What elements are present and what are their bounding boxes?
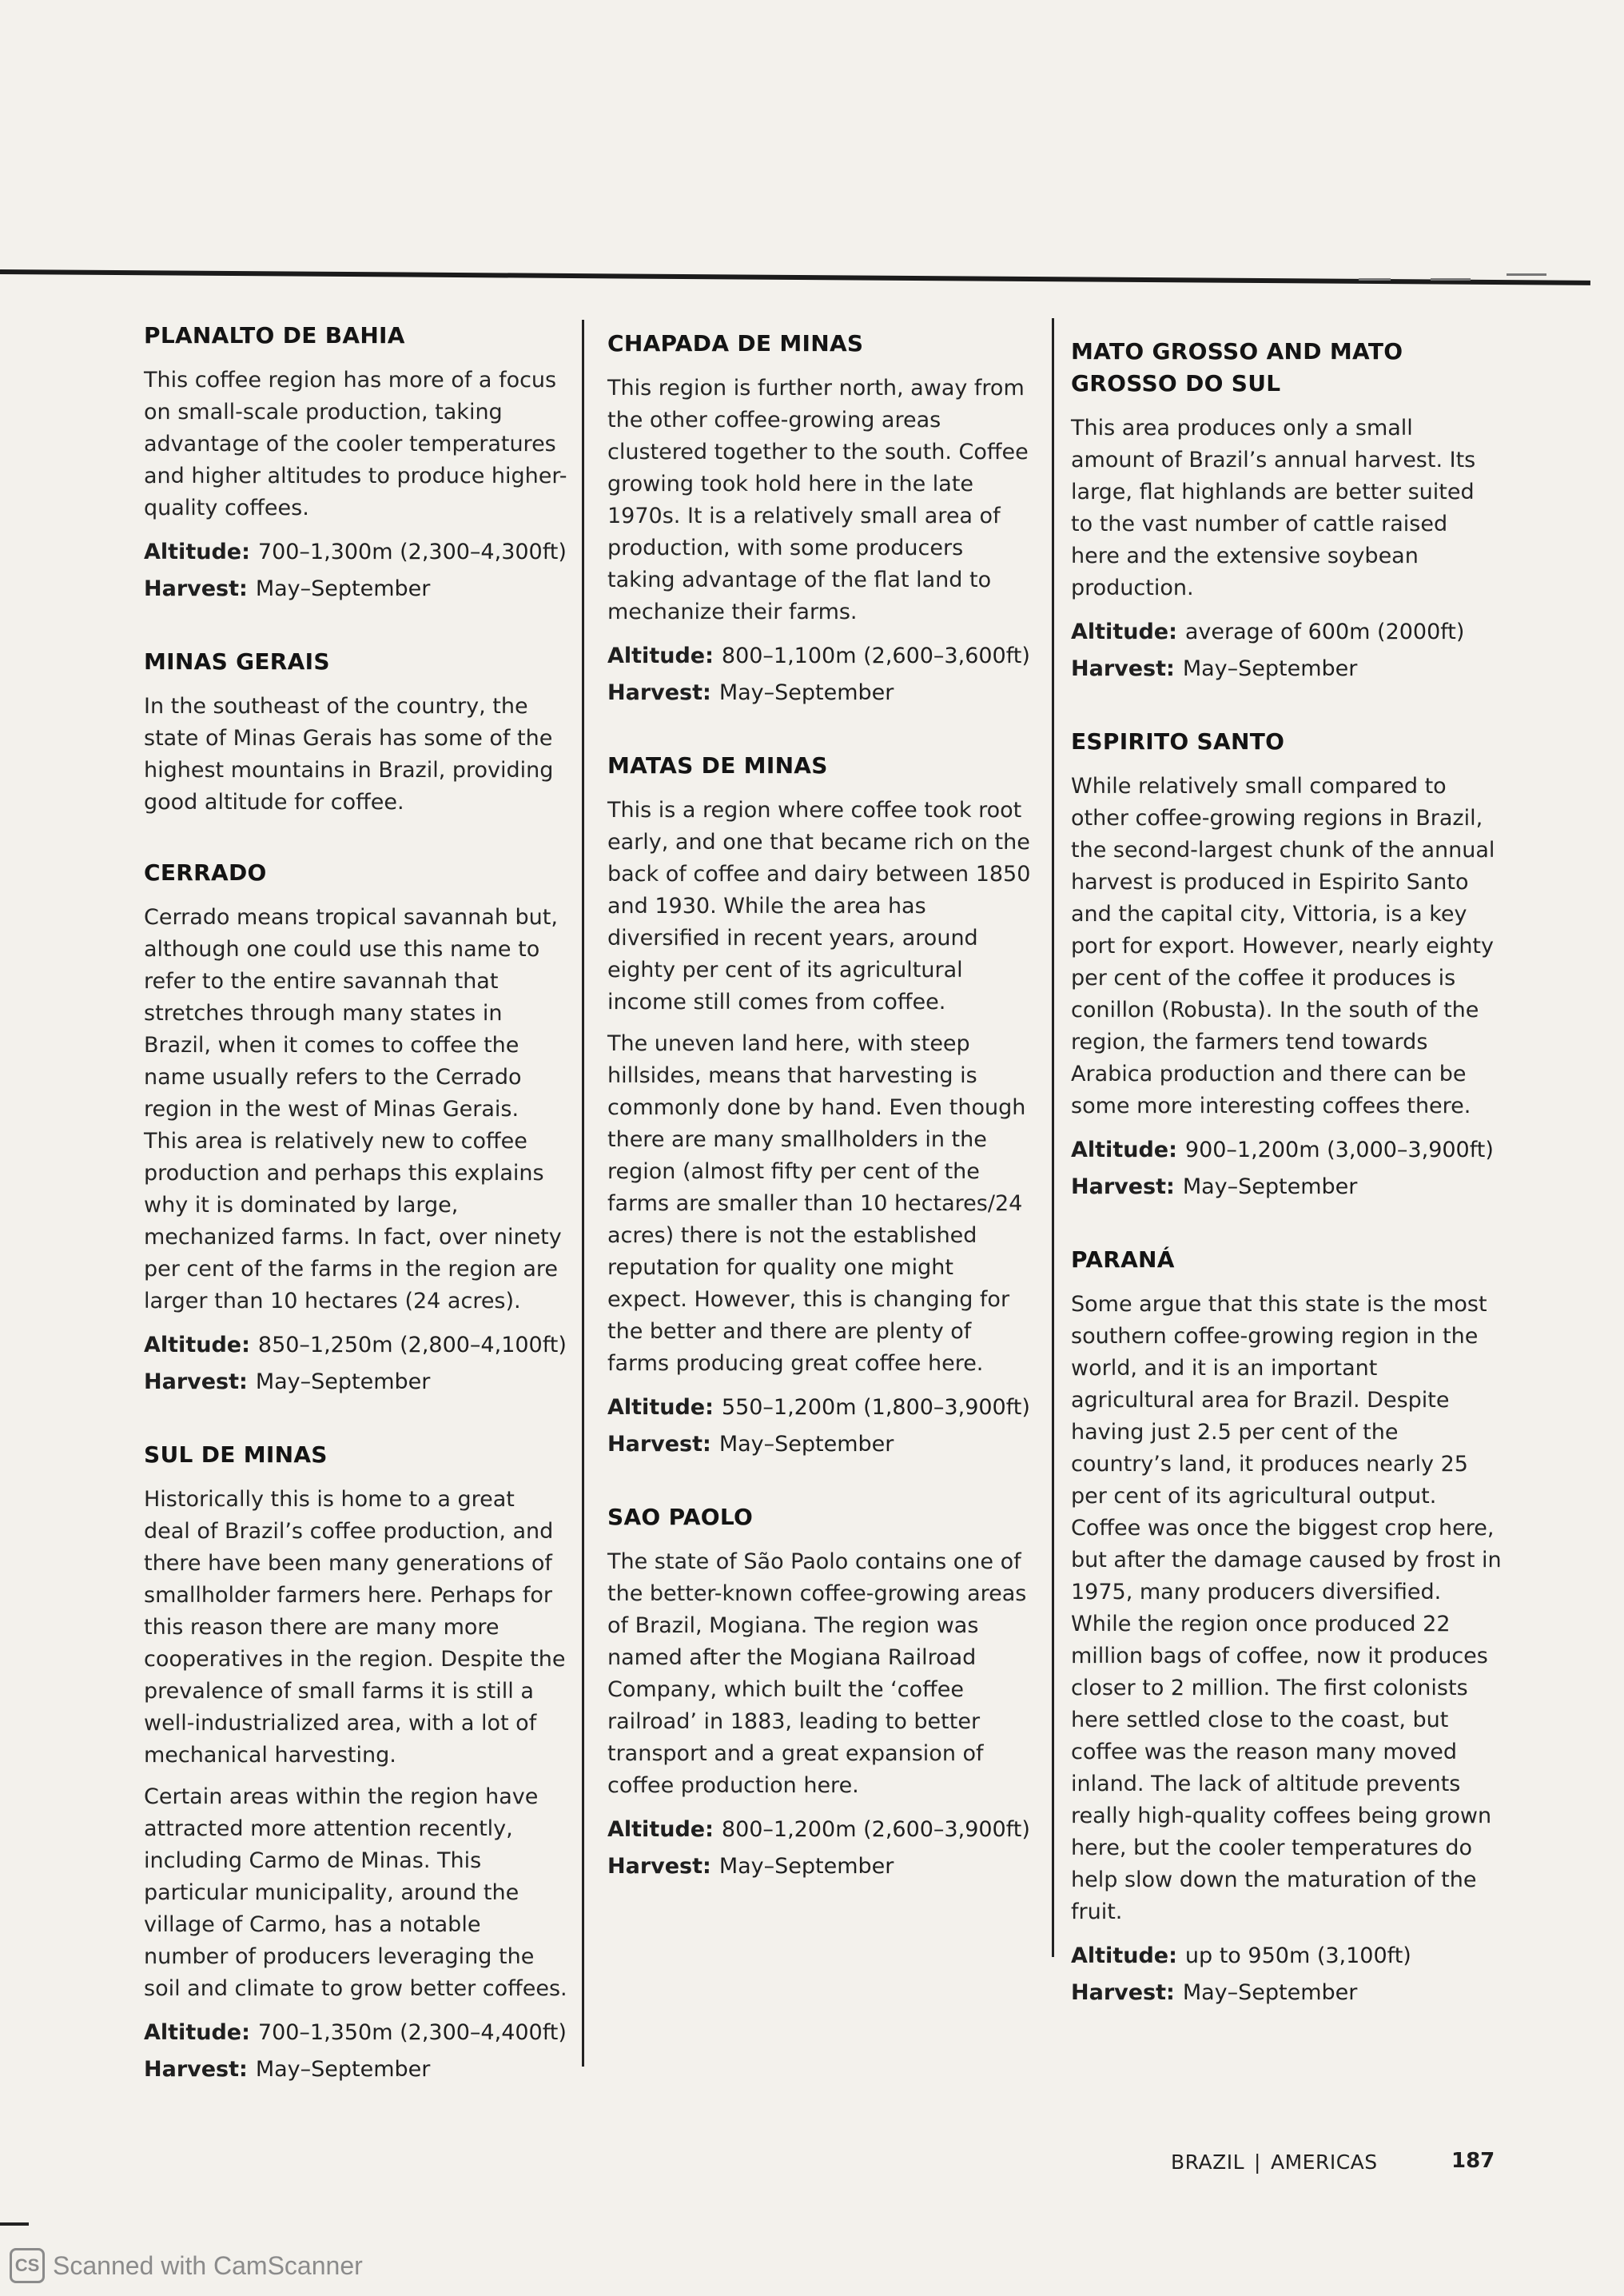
region-section bbox=[607, 1501, 1031, 1885]
region-section bbox=[607, 750, 1031, 1463]
section-heading: MATO GROSSO AND MATO GROSSO DO SUL bbox=[1071, 338, 1403, 397]
camscanner-logo-icon: CS bbox=[10, 2248, 45, 2283]
altitude-label: Altitude: bbox=[607, 1817, 714, 1842]
harvest-label: Harvest: bbox=[607, 1854, 711, 1879]
altitude-label: Altitude: bbox=[144, 540, 250, 564]
altitude-value: 800–1,100m (2,600–3,600ft) bbox=[721, 644, 1030, 668]
harvest-label: Harvest: bbox=[1071, 1980, 1175, 2005]
altitude-label: Altitude: bbox=[144, 2020, 250, 2045]
section-paragraph: In the southeast of the country, the state of Minas Gerais has some of the highest mountains in Brazil, providing good altitude for coffee. bbox=[144, 694, 554, 815]
section-paragraph: The state of São Paolo contains one of the better-known coffee-growing areas of Brazil, Mogiana. The region was named after the Mogiana Railroad Company, which built the ‘coffee railroad’ in 1883, leading to better transport and a great expansion of coffee production here. bbox=[607, 1549, 1027, 1798]
section-paragraph: This coffee region has more of a focus on small-scale production, taking advantage of the cooler temperatures and higher altitudes to produce higher-quality coffees. bbox=[144, 368, 567, 520]
harvest-label: Harvest: bbox=[1071, 656, 1175, 681]
harvest-label: Harvest: bbox=[144, 1369, 248, 1394]
altitude-value: 700–1,350m (2,300–4,400ft) bbox=[257, 2020, 567, 2045]
section-paragraph: Certain areas within the region have attracted more attention recently, including Carmo de Minas. This particular municipality, around the village of Carmo, has a notable number of producers leveraging the soil and climate to grow better coffees. bbox=[144, 1784, 567, 2001]
harvest-row bbox=[1071, 1169, 1503, 1206]
region-section bbox=[1071, 336, 1503, 688]
region-section bbox=[144, 1439, 567, 2088]
section-paragraph: Some argue that this state is the most southern coffee-growing region in the world, and it is an important agricultural area for Brazil. Despite having just 2.5 per cent of the country’s land, it produces nearly 25 per cent of its agricultural output. Coffee was once the biggest crop here, but after the damage caused by frost in 1975, many producers diversified. While the region once produced 22 million bags of coffee, now it produces closer to 2 million. The first colonists here settled close to the coast, but coffee was the reason many moved inland. The lack of altitude prevents really high-quality coffees being grown here, but the cooler temperatures do help slow down the maturation of the fruit. bbox=[1071, 1292, 1502, 1924]
section-heading: PARANÁ bbox=[1071, 1246, 1175, 1273]
column-3 bbox=[1071, 336, 1503, 2011]
harvest-row bbox=[144, 2051, 567, 2088]
section-heading: PLANALTO DE BAHIA bbox=[144, 322, 405, 349]
altitude-label: Altitude: bbox=[1071, 1943, 1177, 1968]
altitude-row bbox=[1071, 1132, 1503, 1169]
harvest-row bbox=[144, 1364, 567, 1401]
running-footer bbox=[1171, 2151, 1378, 2174]
harvest-label: Harvest: bbox=[607, 1432, 711, 1457]
column-1 bbox=[144, 320, 567, 2088]
top-rule bbox=[0, 269, 1590, 285]
altitude-value: 850–1,250m (2,800–4,100ft) bbox=[257, 1333, 567, 1357]
footer-separator: | bbox=[1254, 2151, 1261, 2174]
altitude-value: up to 950m (3,100ft) bbox=[1184, 1943, 1411, 1968]
section-heading: MATAS DE MINAS bbox=[607, 752, 828, 779]
harvest-row bbox=[607, 1426, 1031, 1463]
region-section bbox=[1071, 726, 1503, 1206]
region-section bbox=[144, 857, 567, 1401]
harvest-value: May–September bbox=[718, 1854, 894, 1879]
altitude-row bbox=[144, 534, 567, 571]
harvest-value: May–September bbox=[718, 1432, 894, 1457]
section-paragraph: While relatively small compared to other coffee-growing regions in Brazil, the second-largest chunk of the annual harvest is produced in Espirito Santo and the capital city, Vittoria, is a key port for export. However, nearly eighty per cent of the coffee it produces is conillon (Robusta). In the south of the region, the farmers tend towards Arabica production and there can be some more interesting coffees there. bbox=[1071, 774, 1495, 1118]
section-paragraph: This area produces only a small amount of Brazil’s annual harvest. Its large, flat highlands are better suited to the vast number of cattle raised here and the extensive soybean production. bbox=[1071, 416, 1476, 600]
page-number: 187 bbox=[1451, 2149, 1495, 2173]
harvest-row bbox=[1071, 1975, 1503, 2011]
top-rule-dash bbox=[1359, 278, 1391, 281]
harvest-row bbox=[1071, 651, 1503, 688]
harvest-value: May–September bbox=[255, 2057, 431, 2082]
harvest-label: Harvest: bbox=[1071, 1174, 1175, 1199]
altitude-label: Altitude: bbox=[1071, 1138, 1177, 1162]
column-divider bbox=[582, 320, 584, 2067]
watermark-text: Scanned with CamScanner bbox=[53, 2250, 363, 2280]
altitude-row bbox=[607, 1389, 1031, 1426]
section-heading: CERRADO bbox=[144, 859, 267, 886]
region-section bbox=[607, 328, 1031, 712]
corner-mark bbox=[0, 2222, 29, 2226]
altitude-label: Altitude: bbox=[607, 1395, 714, 1420]
top-rule-dash bbox=[1431, 278, 1471, 281]
altitude-label: Altitude: bbox=[607, 644, 714, 668]
section-heading: CHAPADA DE MINAS bbox=[607, 330, 864, 357]
altitude-row bbox=[144, 1327, 567, 1364]
altitude-label: Altitude: bbox=[144, 1333, 250, 1357]
harvest-row bbox=[607, 1848, 1031, 1885]
altitude-value: average of 600m (2000ft) bbox=[1184, 620, 1465, 644]
harvest-row bbox=[607, 675, 1031, 712]
section-paragraph: This is a region where coffee took root early, and one that became rich on the back of coffee and dairy between 1850 and 1930. While the area has diversified in recent years, around eighty per cent of its agricultural income still comes from coffee. bbox=[607, 798, 1031, 1014]
harvest-value: May–September bbox=[1182, 656, 1358, 681]
altitude-row bbox=[1071, 1938, 1503, 1975]
altitude-value: 550–1,200m (1,800–3,900ft) bbox=[721, 1395, 1030, 1420]
harvest-label: Harvest: bbox=[144, 576, 248, 601]
harvest-label: Harvest: bbox=[607, 680, 711, 705]
altitude-row bbox=[607, 638, 1031, 675]
altitude-value: 700–1,300m (2,300–4,300ft) bbox=[257, 540, 567, 564]
harvest-value: May–September bbox=[1182, 1980, 1358, 2005]
altitude-label: Altitude: bbox=[1071, 620, 1177, 644]
section-paragraph: Historically this is home to a great deal of Brazil’s coffee production, and there have been many generations of smallholder farmers here. Perhaps for this reason there are many more cooperatives in the region. Despite the prevalence of small farms it is still a well-industrialized area, with a lot of mechanical harvesting. bbox=[144, 1487, 566, 1768]
section-paragraph: Cerrado means tropical savannah but, although one could use this name to refer to the entire savannah that stretches through many states in Brazil, when it comes to coffee the name usually refers to the Cerrado region in the west of Minas Gerais. This area is relatively new to coffee production and perhaps this explains why it is dominated by large, mechanized farms. In fact, over ninety per cent of the farms in the region are larger than 10 hectares (24 acres). bbox=[144, 905, 562, 1313]
altitude-value: 900–1,200m (3,000–3,900ft) bbox=[1184, 1138, 1494, 1162]
altitude-row bbox=[607, 1812, 1031, 1848]
section-heading: SUL DE MINAS bbox=[144, 1441, 328, 1468]
section-heading: ESPIRITO SANTO bbox=[1071, 728, 1285, 755]
region-section bbox=[144, 646, 567, 819]
footer-region: AMERICAS bbox=[1270, 2151, 1378, 2174]
region-section bbox=[1071, 1244, 1503, 2011]
harvest-value: May–September bbox=[718, 680, 894, 705]
altitude-row bbox=[144, 2015, 567, 2051]
column-2 bbox=[607, 328, 1031, 1885]
altitude-value: 800–1,200m (2,600–3,900ft) bbox=[721, 1817, 1030, 1842]
column-divider bbox=[1052, 318, 1054, 1957]
section-paragraph: The uneven land here, with steep hillsides, means that harvesting is commonly done by hand. Even though there are many smallholders in the region (almost fifty per cent of the farms are smaller than 10 hectares/24 acres) there is not the established reputation for quality one might expect. However, this is changing for the better and there are plenty of farms producing great coffee here. bbox=[607, 1031, 1026, 1376]
section-heading: MINAS GERAIS bbox=[144, 648, 330, 675]
section-paragraph: This region is further north, away from the other coffee-growing areas clustered together to the south. Coffee growing took hold here in the late 1970s. It is a relatively small area of production, with some producers taking advantage of the flat land to mechanize their farms. bbox=[607, 376, 1029, 624]
camscanner-watermark bbox=[10, 2248, 363, 2283]
harvest-value: May–September bbox=[255, 1369, 431, 1394]
footer-country: BRAZIL bbox=[1171, 2151, 1245, 2174]
altitude-row bbox=[1071, 614, 1503, 651]
harvest-row bbox=[144, 571, 567, 608]
region-section bbox=[144, 320, 567, 608]
harvest-value: May–September bbox=[1182, 1174, 1358, 1199]
harvest-label: Harvest: bbox=[144, 2057, 248, 2082]
top-rule-dash bbox=[1507, 273, 1546, 276]
harvest-value: May–September bbox=[255, 576, 431, 601]
section-heading: SAO PAOLO bbox=[607, 1504, 754, 1530]
